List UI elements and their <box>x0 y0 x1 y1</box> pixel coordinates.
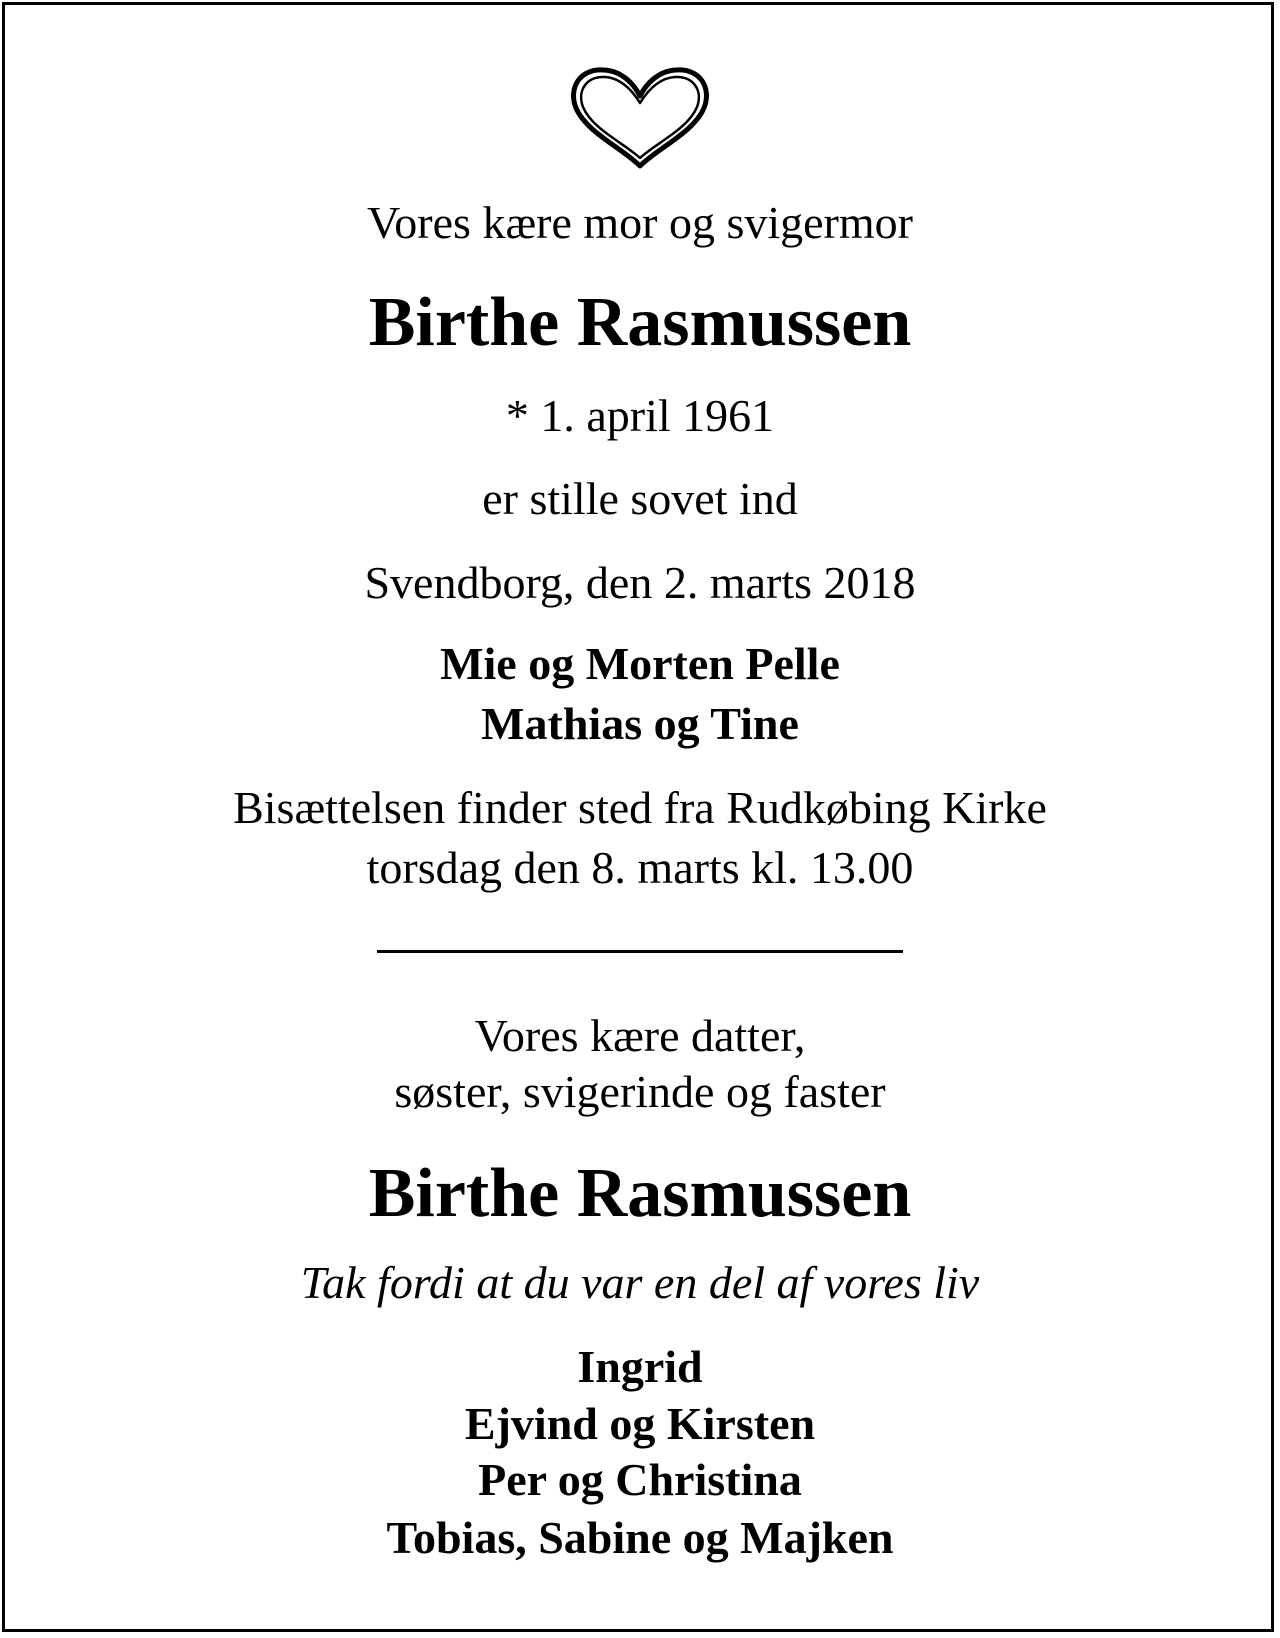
place-and-date: Svendborg, den 2. marts 2018 <box>364 557 916 608</box>
funeral-line-1: Bisættelsen finder sted fra Rudkøbing Kirke <box>233 782 1047 833</box>
divider-line <box>377 950 903 953</box>
notice2-deceased-name: Birthe Rasmussen <box>368 1155 912 1232</box>
family-line-2: Mathias og Tine <box>481 698 799 749</box>
family-line-1: Mie og Morten Pelle <box>440 638 840 689</box>
family2-line-3: Per og Christina <box>478 1454 802 1505</box>
tribute-text: Tak fordi at du var en del af vores liv <box>300 1257 980 1308</box>
notice1-intro: Vores kære mor og svigermor <box>367 197 913 248</box>
passed-away-text: er stille sovet ind <box>482 473 798 524</box>
birth-date: * 1. april 1961 <box>505 390 775 441</box>
family2-line-2: Ejvind og Kirsten <box>464 1398 816 1449</box>
notice2-intro-line-2: søster, svigerinde og faster <box>394 1066 886 1117</box>
notice1-deceased-name: Birthe Rasmussen <box>368 284 912 361</box>
heart-icon <box>566 62 714 170</box>
family2-line-4: Tobias, Sabine og Majken <box>386 1512 894 1563</box>
funeral-line-2: torsdag den 8. marts kl. 13.00 <box>366 842 914 893</box>
family2-line-1: Ingrid <box>577 1341 703 1392</box>
notice2-intro-line-1: Vores kære datter, <box>474 1010 806 1061</box>
